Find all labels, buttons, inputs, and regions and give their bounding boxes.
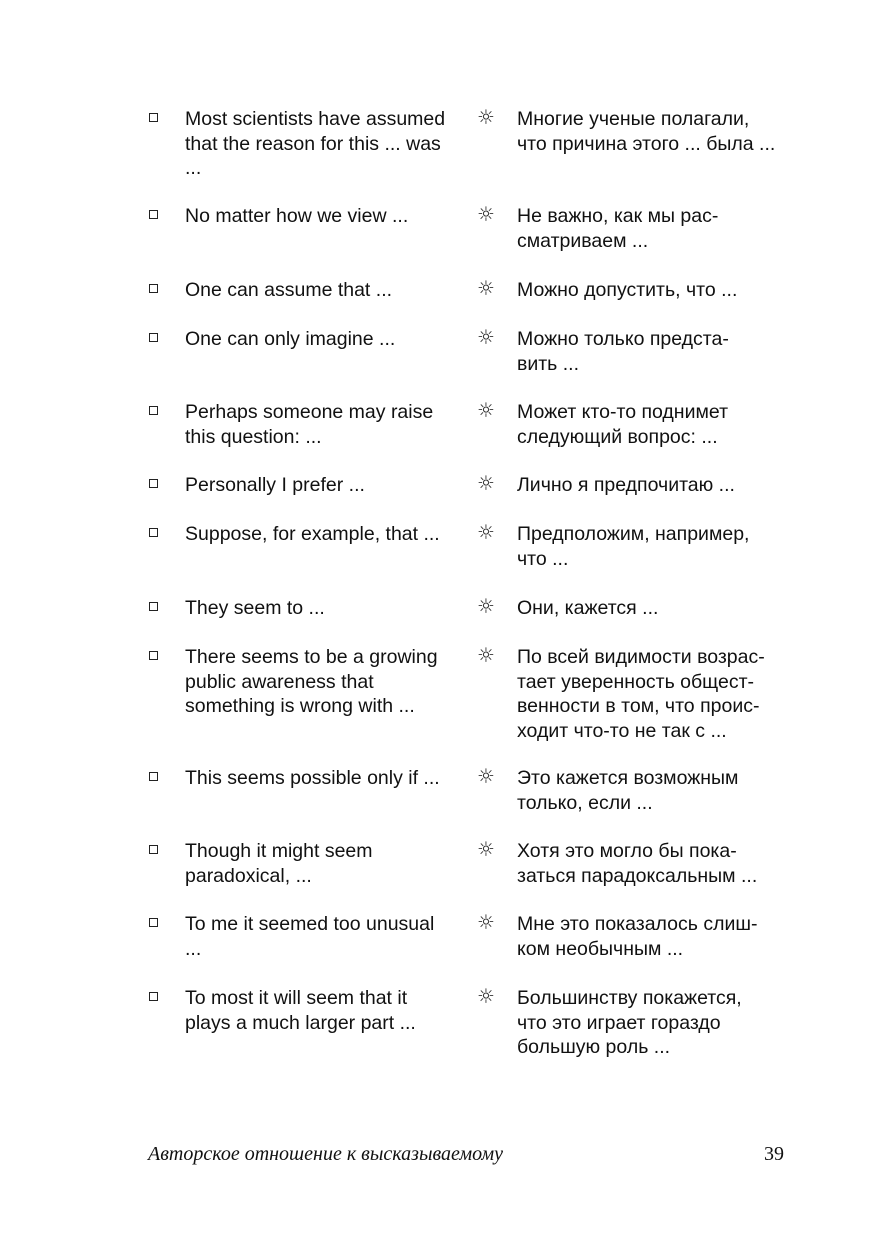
sun-icon: ☼ [477,984,495,1008]
sun-icon: ☼ [477,202,495,226]
checkbox-square-icon [149,210,158,219]
checkbox-square-icon [149,333,158,342]
checkbox-square-icon [149,992,158,1001]
english-phrase: To most it will seem that it plays a much larger part ... [185,987,416,1034]
checkbox-square-icon [149,406,158,415]
sun-icon: ☼ [477,105,495,129]
checkbox-square-icon [149,845,158,854]
sun-icon: ☼ [477,398,495,422]
english-phrase: Though it might seem paradoxical, ... [185,840,373,887]
russian-phrase: По всей видимости возрас- тает уверенность общест- венности в том, что проис- ходит что-то не так с ... [517,646,765,742]
russian-phrase: Предположим, например, что ... [517,523,750,570]
sun-icon: ☼ [477,520,495,544]
russian-phrase: Лично я предпочитаю ... [517,474,735,496]
english-phrase: Perhaps someone may raise this question: ... [185,401,434,448]
russian-phrase: Хотя это могло бы пока- заться парадоксальным ... [517,840,758,887]
page-footer [0,1143,872,1173]
sun-icon: ☼ [477,910,495,934]
russian-phrase: Это кажется возможным только, если ... [517,767,739,814]
russian-phrase: Они, кажется ... [517,597,659,619]
sun-icon: ☼ [477,594,495,618]
russian-phrase: Многие ученые полагали, что причина этого ... была ... [517,108,776,155]
page-number: 39 [764,1143,784,1165]
checkbox-square-icon [149,479,158,488]
running-title: Авторское отношение к высказываемому [148,1143,504,1165]
english-phrase: Most scientists have assumed that the reason for this ... was ... [185,108,446,179]
russian-phrase: Большинству покажется, что это играет гораздо большую роль ... [517,987,742,1058]
sun-icon: ☼ [477,276,495,300]
english-phrase: One can only imagine ... [185,328,396,350]
english-phrase: No matter how we view ... [185,205,409,227]
checkbox-square-icon [149,918,158,927]
english-phrase: They seem to ... [185,597,325,619]
russian-phrase: Мне это показалось слиш- ком необычным ... [517,913,758,960]
checkbox-square-icon [149,528,158,537]
russian-phrase: Не важно, как мы рас- сматриваем ... [517,205,719,252]
checkbox-square-icon [149,284,158,293]
checkbox-square-icon [149,772,158,781]
english-phrase: Personally I prefer ... [185,474,365,496]
english-phrase: There seems to be a growing public awareness that something is wrong with ... [185,646,438,717]
english-phrase: Suppose, for example, that ... [185,523,440,545]
russian-phrase: Можно только предста- вить ... [517,328,729,375]
checkbox-square-icon [149,113,158,122]
sun-icon: ☼ [477,471,495,495]
checkbox-square-icon [149,651,158,660]
sun-icon: ☼ [477,643,495,667]
russian-phrase: Можно допустить, что ... [517,279,738,301]
sun-icon: ☼ [477,325,495,349]
english-phrase: To me it seemed too unusual ... [185,913,435,960]
english-phrase: One can assume that ... [185,279,393,301]
checkbox-square-icon [149,602,158,611]
english-phrase: This seems possible only if ... [185,767,440,789]
sun-icon: ☼ [477,764,495,788]
russian-phrase: Может кто-то поднимет следующий вопрос: ... [517,401,729,448]
sun-icon: ☼ [477,837,495,861]
